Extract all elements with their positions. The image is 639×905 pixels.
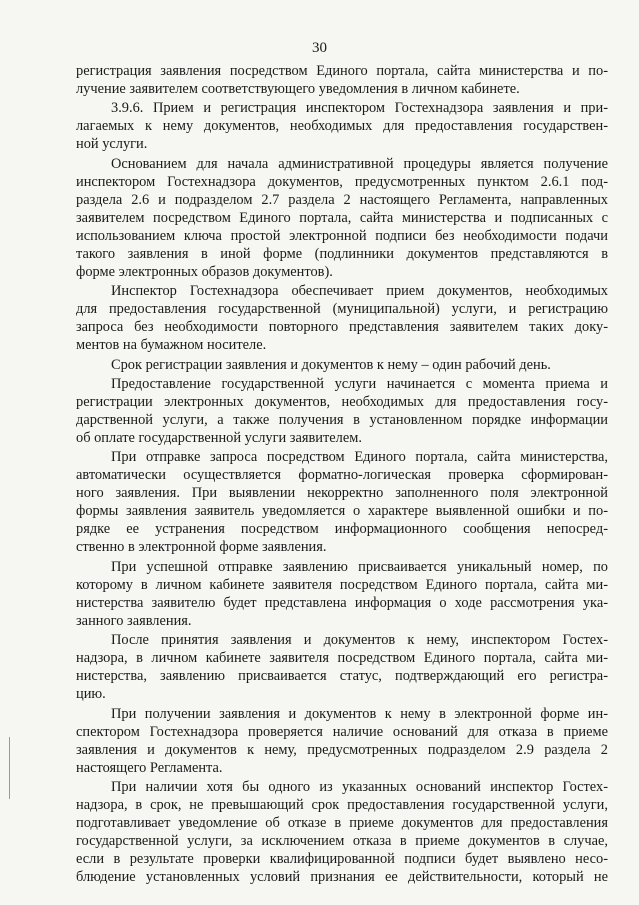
text-line: формы заявления заявитель уведомляется о характере выявленной ошибки и по-: [76, 503, 608, 520]
text-line: если в результате проверки квалифицированной подписи будет выявлено несо-: [76, 851, 608, 867]
text-line: При наличии хотя бы одного из указанных оснований инспектор Гостех-: [111, 779, 608, 795]
text-line: надзора, в личном кабинете заявителя посредством Единого портала, сайта ми-: [76, 650, 608, 667]
text-line: 3.9.6. Прием и регистрация инспектором Гостехнадзора заявления и при-: [111, 100, 608, 117]
text-line: нистерства, заявлению присваивается статус, подтверждающий его регистра-: [76, 668, 608, 685]
text-line: лагаемых к нему документов, необходимых для предоставления государствен-: [76, 118, 608, 135]
text-line: При отправке запроса посредством Единого портала, сайта министерства,: [111, 449, 608, 466]
text-line: форме электронных образов документов).: [76, 263, 333, 280]
text-line: дарственной услуги, а также получения в установленном порядке информации: [76, 412, 608, 428]
page-number: 30: [312, 40, 327, 56]
text-line: блюдение установленных условий признания ее действительности, который не: [76, 869, 608, 885]
text-line: занного заявления.: [76, 612, 192, 629]
text-line: ственно в электронной форме заявления.: [76, 539, 327, 556]
text-line: об оплате государственной услуги заявителем.: [76, 430, 362, 446]
text-line: цию.: [76, 686, 106, 703]
text-line: Основанием для начала административной процедуры является получение: [111, 155, 608, 172]
text-line: заявителем посредством Единого портала, сайта министерства и подписанных с: [76, 209, 608, 226]
text-line: рядке ее устранения посредством информационного сообщения непосред-: [76, 521, 608, 538]
text-line: регистрация заявления посредством Единого портала, сайта министерства и по-: [76, 63, 608, 79]
text-line: Срок регистрации заявления и документов к нему – один рабочий день.: [111, 356, 551, 373]
text-line: подготавливает уведомление об отказе в приеме документов для предоставления: [76, 815, 608, 831]
text-line: такого заявления в иной форме (подлинники документов представляются в: [76, 245, 608, 262]
text-line: При успешной отправке заявлению присваивается уникальный номер, по: [111, 558, 608, 575]
text-line: ной услуги.: [76, 136, 148, 153]
text-line: запроса без необходимости повторного представления заявителем таких доку-: [76, 319, 608, 336]
text-line: спектором Гостехнадзора проверяется наличие оснований для отказа в приеме: [76, 723, 608, 740]
text-line: инспектором Гостехнадзора документов, предусмотренных пунктом 2.6.1 под-: [76, 173, 608, 190]
text-line: раздела 2.6 и подразделом 2.7 раздела 2 настоящего Регламента, направленных: [76, 191, 608, 208]
text-line: Предоставление государственной услуги начинается с момента приема и: [111, 376, 608, 392]
text-line: использованием ключа простой электронной подписи без необходимости подачи: [76, 227, 608, 244]
scan-margin-mark: [9, 737, 10, 799]
text-line: При получении заявления и документов к нему в электронной форме ин-: [111, 705, 608, 722]
text-line: После принятия заявления и документов к нему, инспектором Гостех-: [111, 632, 608, 649]
text-line: для предоставления государственной (муниципальной) услуги, и регистрацию: [76, 301, 608, 318]
text-line: которому в личном кабинете заявителя посредством Единого портала, сайта ми-: [76, 576, 608, 593]
text-line: заявления и документов к нему, предусмотренных подразделом 2.9 раздела 2: [76, 741, 608, 758]
text-line: регистрации электронных документов, необходимых для предоставления госу-: [76, 394, 608, 410]
text-line: настоящего Регламента.: [76, 759, 223, 776]
text-line: надзора, в срок, не превышающий срок предоставления государственной услуги,: [76, 797, 608, 813]
text-line: ментов на бумажном носителе.: [76, 337, 267, 354]
text-line: государственной услуги, за исключением отказа в приеме документов в случае,: [76, 833, 608, 849]
text-line: Инспектор Гостехнадзора обеспечивает прием документов, необходимых: [111, 283, 608, 300]
text-line: лучение заявителем соответствующего уведомления в личном кабинете.: [76, 81, 520, 97]
text-line: автоматически осуществляется форматно-логическая проверка сформирован-: [76, 467, 608, 484]
text-line: нистерства заявителю будет представлена информация о ходе рассмотрения ука-: [76, 594, 608, 611]
text-line: ного заявления. При выявлении некорректно заполненного поля электронной: [76, 485, 608, 502]
